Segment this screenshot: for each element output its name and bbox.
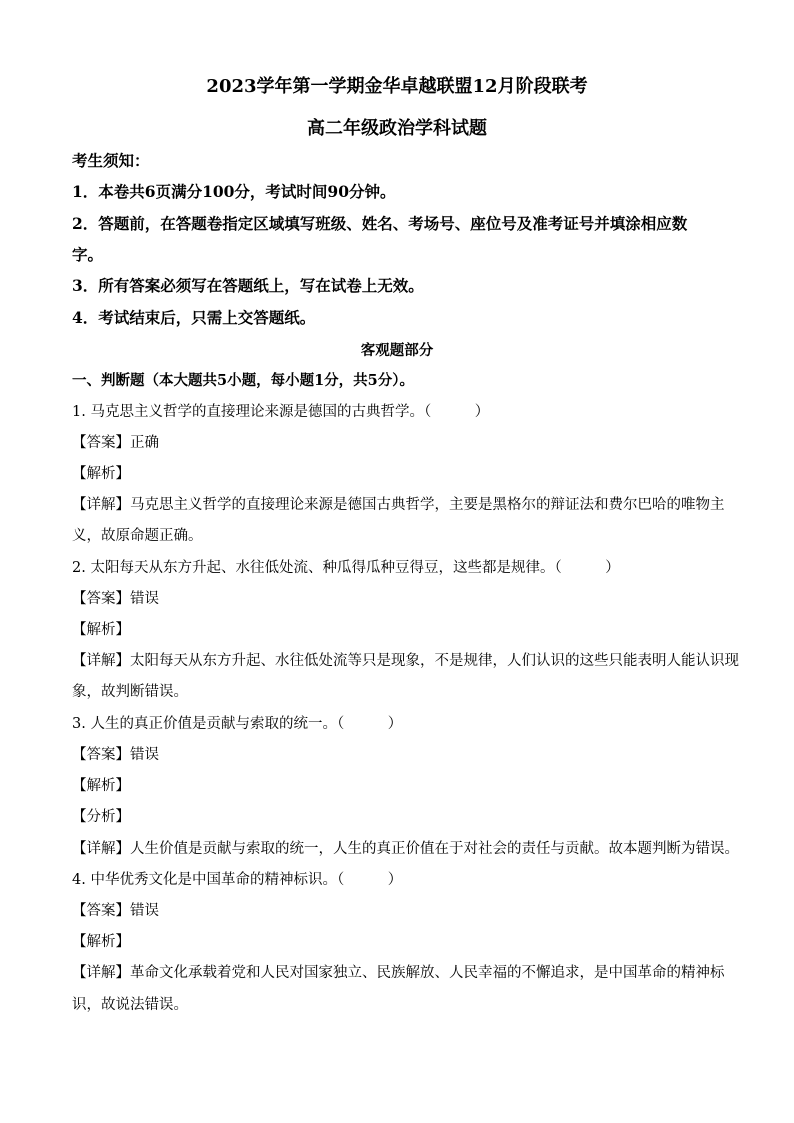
exam-title: 2023学年第一学期金华卓越联盟12月阶段联考 (206, 76, 588, 97)
notice-item-4: 4．考试结束后，只需上交答题纸。 (72, 308, 316, 327)
part-title: 客观题部分 (360, 342, 434, 359)
notice-heading: 考生须知： (72, 151, 150, 170)
question-2-answer: 【答案】错误 (72, 591, 159, 607)
question-2-detail-line-2: 象，故判断错误。 (72, 684, 188, 700)
question-1-analysis: 【解析】 (72, 466, 130, 482)
notice-item-3: 3．所有答案必须写在答题纸上，写在试卷上无效。 (72, 276, 424, 295)
question-1-stem: 1. 马克思主义哲学的直接理论来源是德国的古典哲学。（ ） (72, 404, 490, 420)
question-4-stem: 4. 中华优秀文化是中国革命的精神标识。（ ） (72, 872, 403, 888)
question-4-analysis: 【解析】 (72, 934, 130, 950)
question-1-answer: 【答案】正确 (72, 435, 159, 451)
question-4-detail-line-2: 识，故说法错误。 (72, 997, 188, 1013)
question-2-stem: 2. 太阳每天从东方升起、水往低处流、种瓜得瓜种豆得豆，这些都是规律。（ ） (72, 560, 620, 576)
question-3-detail-line-1: 【详解】人生价值是贡献与索取的统一，人生的真正价值在于对社会的责任与贡献。故本题判断为错误。 (72, 841, 739, 857)
question-4-answer: 【答案】错误 (72, 903, 159, 919)
exam-subtitle: 高二年级政治学科试题 (307, 118, 487, 139)
question-3-fenxi: 【分析】 (72, 809, 130, 825)
group-title: 一、判断题（本大题共5小题，每小题1分，共5分）。 (72, 372, 415, 389)
notice-item-2-line-2: 字。 (72, 245, 104, 264)
notice-item-2-line-1: 2．答题前，在答题卷指定区域填写班级、姓名、考场号、座位号及准考证号并填涂相应数 (72, 214, 688, 233)
question-2-analysis: 【解析】 (72, 622, 130, 638)
question-3-analysis: 【解析】 (72, 778, 130, 794)
question-4-detail-line-1: 【详解】革命文化承载着党和人民对国家独立、民族解放、人民幸福的不懈追求，是中国革命的精神标 (72, 965, 725, 981)
question-1-detail-line-1: 【详解】马克思主义哲学的直接理论来源是德国古典哲学，主要是黑格尔的辩证法和费尔巴哈的唯物主 (72, 497, 725, 513)
notice-item-1: 1．本卷共6页满分100分，考试时间90分钟。 (72, 182, 396, 201)
question-3-stem: 3. 人生的真正价值是贡献与索取的统一。（ ） (72, 716, 403, 732)
question-2-detail-line-1: 【详解】太阳每天从东方升起、水往低处流等只是现象，不是规律，人们认识的这些只能表明人能认识现 (72, 653, 739, 669)
question-3-answer: 【答案】错误 (72, 747, 159, 763)
question-1-detail-line-2: 义，故原命题正确。 (72, 528, 203, 544)
